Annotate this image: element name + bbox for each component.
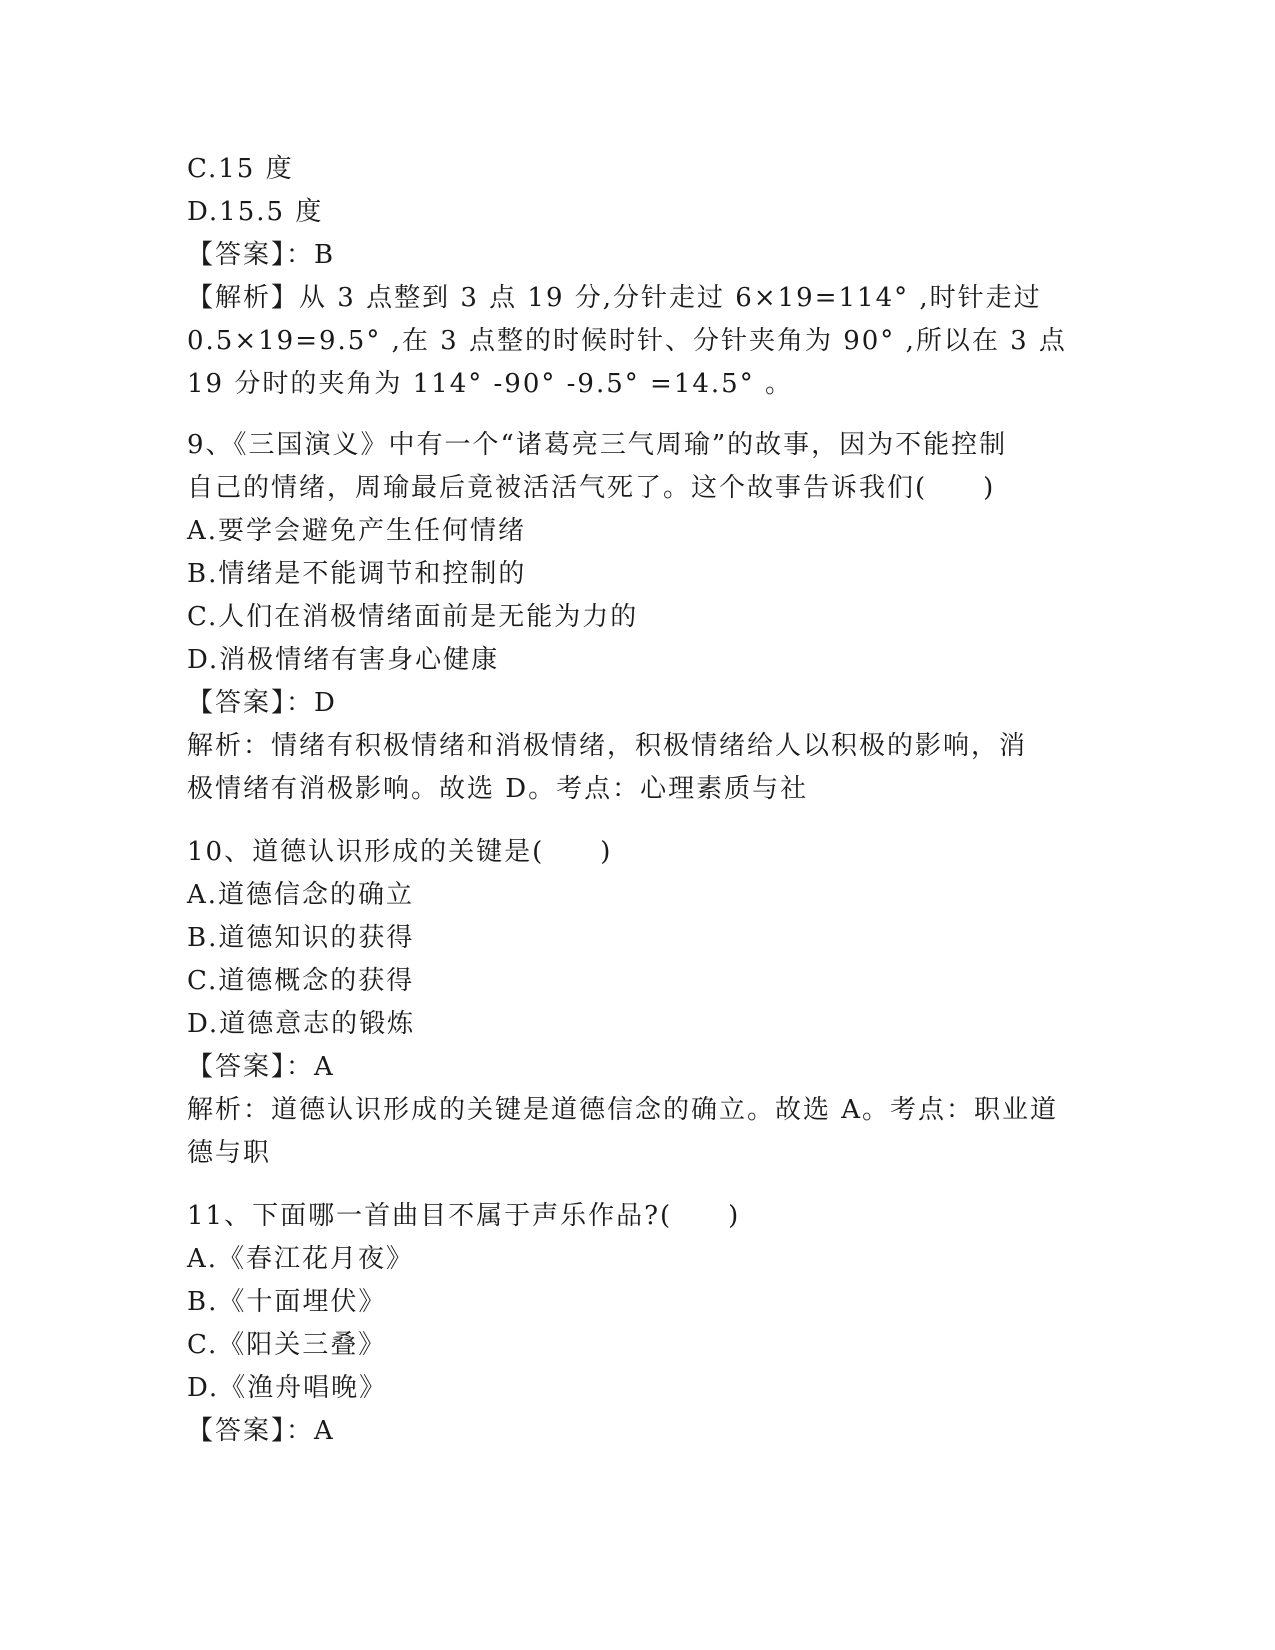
question-stem: 11、下面哪一首曲目不属于声乐作品?( )	[187, 1201, 741, 1231]
answer: 【答案】：A	[187, 1416, 335, 1446]
analysis-line: 德与职	[187, 1138, 272, 1168]
option-a: A.要学会避免产生任何情绪	[187, 516, 527, 546]
option-c: C.《阳关三叠》	[187, 1330, 387, 1360]
question-10	[187, 831, 1087, 1175]
option-d: D.《渔舟唱晚》	[187, 1373, 388, 1403]
option-c: C.15 度	[187, 154, 294, 184]
analysis-line: 极情绪有消极影响。故选 D。考点：心理素质与社	[187, 774, 809, 804]
option-d: D.15.5 度	[187, 197, 324, 227]
question-11	[187, 1195, 1087, 1453]
answer: 【答案】：D	[187, 688, 337, 718]
option-c: C.人们在消极情绪面前是无能为力的	[187, 602, 639, 632]
option-b: B.道德知识的获得	[187, 923, 415, 953]
analysis-line: 解析：情绪有积极情绪和消极情绪，积极情绪给人以积极的影响，消	[187, 731, 1028, 761]
question-9	[187, 424, 1087, 811]
option-c: C.道德概念的获得	[187, 966, 415, 996]
option-b: B.情绪是不能调节和控制的	[187, 559, 527, 589]
prev-question-block	[187, 148, 1087, 406]
option-a: A.道德信念的确立	[187, 880, 415, 910]
option-b: B.《十面埋伏》	[187, 1287, 387, 1317]
question-stem: 9、《三国演义》中有一个“诸葛亮三气周瑜”的故事，因为不能控制	[187, 430, 1008, 460]
answer: 【答案】：B	[187, 240, 336, 270]
analysis-line: 19 分时的夹角为 114° -90° -9.5° =14.5° 。	[187, 369, 793, 399]
page-content	[187, 148, 1087, 1453]
analysis-line: 0.5×19=9.5° ,在 3 点整的时候时针、分针夹角为 90° ,所以在 3 点	[187, 326, 1067, 356]
option-d: D.消极情绪有害身心健康	[187, 645, 500, 675]
analysis-line: 【解析】从 3 点整到 3 点 19 分,分针走过 6×19=114° ,时针走过	[187, 283, 1042, 313]
option-a: A.《春江花月夜》	[187, 1244, 415, 1274]
question-stem: 10、道德认识形成的关键是( )	[187, 837, 613, 867]
analysis-line: 解析：道德认识形成的关键是道德信念的确立。故选 A。考点：职业道	[187, 1095, 1059, 1125]
answer: 【答案】：A	[187, 1052, 335, 1082]
question-stem: 自己的情绪，周瑜最后竟被活活气死了。这个故事告诉我们( )	[187, 473, 996, 503]
option-d: D.道德意志的锻炼	[187, 1009, 416, 1039]
